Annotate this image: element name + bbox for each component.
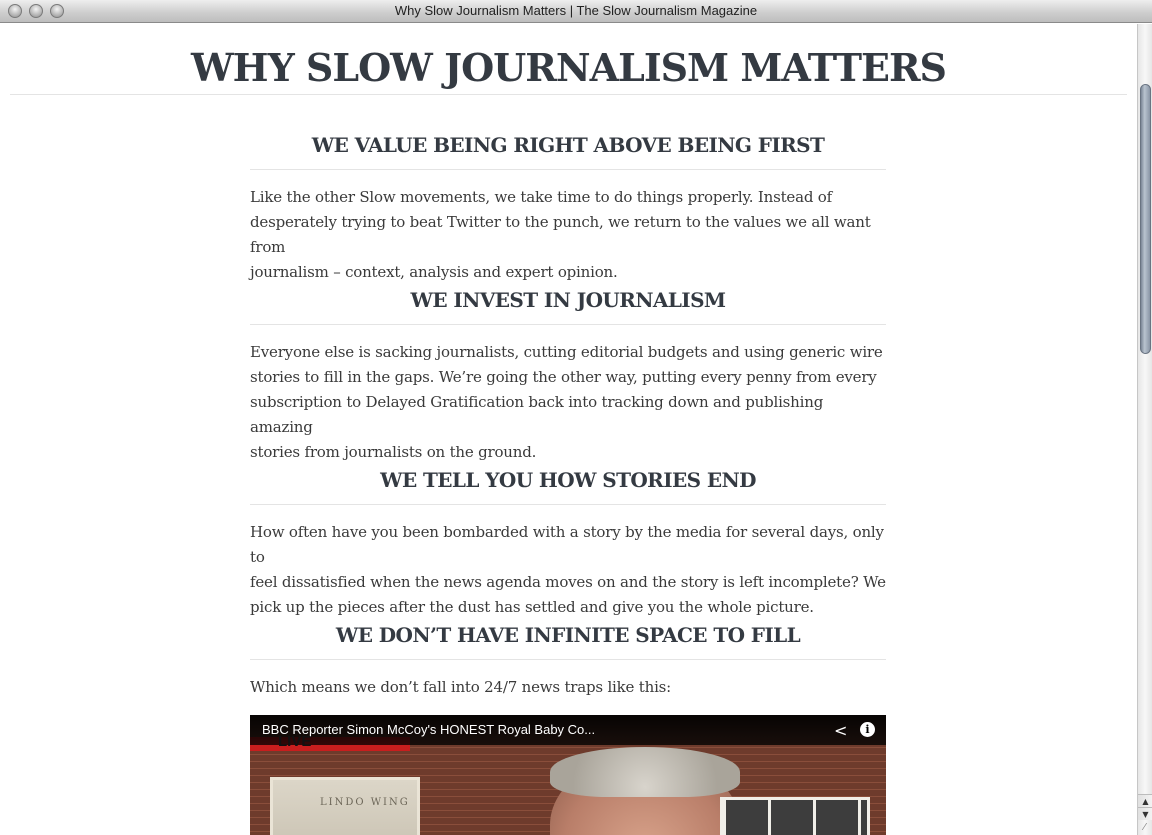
section-heading: WE VALUE BEING RIGHT ABOVE BEING FIRST: [311, 133, 825, 157]
section-divider: [250, 324, 886, 325]
section-paragraph: [250, 520, 886, 620]
video-embed[interactable]: [250, 715, 886, 835]
scroll-up-icon[interactable]: ▲: [1138, 794, 1152, 807]
section-divider: [250, 169, 886, 170]
resize-grip-icon[interactable]: ⁄: [1143, 822, 1146, 833]
page-title: WHY SLOW JOURNALISM MATTERS: [190, 45, 946, 90]
paragraph-line: stories to fill in the gaps. We’re going the other way, putting every penny from every: [250, 368, 877, 386]
vertical-scrollbar[interactable]: [1137, 24, 1152, 835]
paragraph-line: How often have you been bombarded with a story by the media for several days, only to: [250, 523, 884, 566]
section-paragraph: [250, 675, 886, 700]
paragraph-line: Which means we don’t fall into 24/7 news traps like this:: [250, 678, 672, 696]
paragraph-line: pick up the pieces after the dust has settled and give you the whole picture.: [250, 598, 814, 616]
paragraph-line: Everyone else is sacking journalists, cutting editorial budgets and using generic wire: [250, 343, 883, 361]
paragraph-line: feel dissatisfied when the news agenda moves on and the story is left incomplete? We: [250, 573, 886, 591]
window-title: Why Slow Journalism Matters | The Slow Journalism Magazine: [394, 3, 758, 18]
paragraph-line: stories from journalists on the ground.: [250, 443, 537, 461]
section-paragraph: [250, 340, 886, 465]
scroll-down-icon[interactable]: ▼: [1138, 807, 1152, 820]
section-heading: WE TELL YOU HOW STORIES END: [380, 468, 756, 492]
section-heading: WE DON’T HAVE INFINITE SPACE TO FILL: [335, 623, 801, 647]
section-divider: [250, 659, 886, 660]
section-heading: WE INVEST IN JOURNALISM: [410, 288, 726, 312]
share-icon[interactable]: <: [834, 721, 848, 740]
paragraph-line: journalism – context, analysis and expert opinion.: [250, 263, 618, 281]
window-titlebar: [0, 0, 1152, 23]
building-sign: LINDO WING: [320, 797, 410, 808]
paragraph-line: subscription to Delayed Gratification back into tracking down and publishing amazing: [250, 393, 824, 436]
reporter-hair: [550, 747, 740, 797]
scrollbar-thumb[interactable]: [1140, 84, 1151, 354]
paragraph-line: Like the other Slow movements, we take time to do things properly. Instead of: [250, 188, 832, 206]
building-window: [720, 797, 870, 835]
live-label: LIVE: [278, 733, 312, 750]
page-content: [0, 24, 1137, 835]
title-divider: [10, 94, 1127, 95]
video-header-bar: [250, 715, 886, 745]
section-paragraph: [250, 185, 886, 285]
section-divider: [250, 504, 886, 505]
paragraph-line: desperately trying to beat Twitter to the punch, we return to the values we all want from: [250, 213, 871, 256]
video-title-link[interactable]: BBC Reporter Simon McCoy's HONEST Royal Baby Co...: [262, 722, 596, 737]
info-icon[interactable]: i: [860, 722, 875, 737]
